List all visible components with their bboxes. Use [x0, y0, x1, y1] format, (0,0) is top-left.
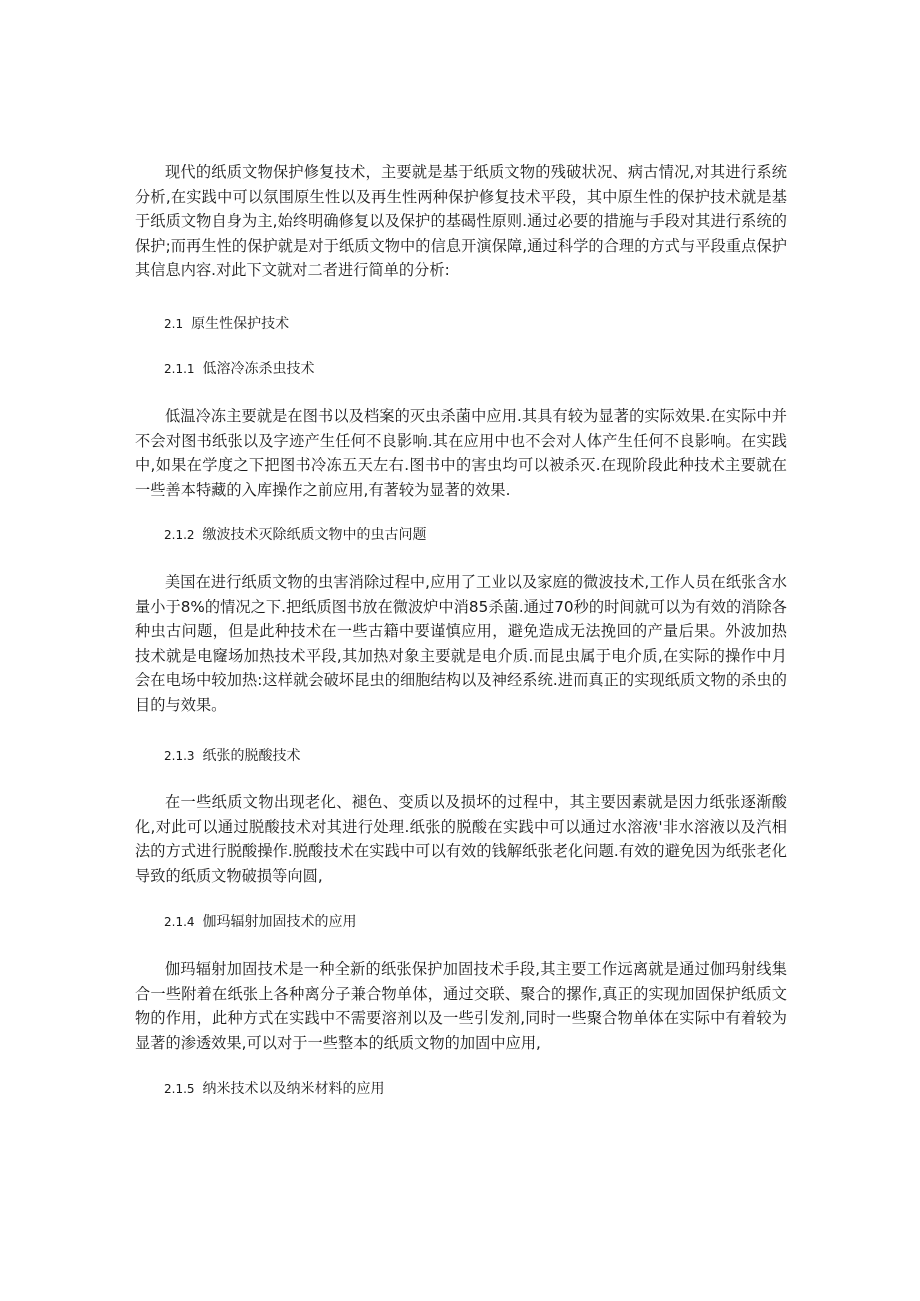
- section-number: 2.1.3: [164, 749, 195, 763]
- section-heading-2-1-2: [164, 525, 427, 545]
- section-number: 2.1.1: [164, 362, 195, 376]
- section-number: 2.1.5: [164, 1082, 195, 1096]
- microwave-paragraph: 美国在进行纸质文物的虫害消除过程中,应用了工业以及家庭的微波技术,工作人员在纸张含水量小于8%的情况之下.把纸质图书放在微波炉中消85杀菌.通过70秒的时间就可以为有效的消除各种虫古问题，但是此种技术在一些古籍中要谨慎应用，避免造成无法挽回的产量后果。外波加热技术就是电窿场加热技术平段,其加热对象主要就是电介质.而昆虫属于电介质,在实际的操作中月会在电场中较加热:这样就会破坏昆虫的细胞结构以及神经系统.进而真正的实现纸质文物的杀虫的目的与效果。: [135, 573, 787, 714]
- section-heading-2-1-3: [164, 746, 301, 766]
- gamma-paragraph: 伽玛辐射加固技术是一种全新的纸张保护加固技术手段,其主要工作远离就是通过伽玛射线集合一些附着在纸张上各种离分子兼合物单体，通过交联、聚合的摞作,真正的实现加固保护纸质文物的作用，此种方式在实践中不需要溶剂以及一些引发剂,同时一些聚合物单体在实际中有着较为显著的渗透效果,可以对于一些整本的纸质文物的加固中应用,: [135, 960, 787, 1052]
- intro-paragraph: 现代的纸质文物保护修复技术，主要就是基于纸质文物的残破状况、病古情况,对其进行系统分析,在实践中可以氛围原生性以及再生性两种保护修复技术平段，其中原生性的保护技术就是基于纸质文物自身为主,始终明确修复以及保护的基碣性原则.通过必要的措施与手段对其进行系统的保护;而再生性的保护就是对于纸质文物中的信息开演保障,通过科学的合理的方式与平段重点保护其信息内容.对此下文就对二者进行简单的分析:: [135, 163, 787, 280]
- section-number: 2.1.2: [164, 528, 195, 542]
- section-heading-2-1: [164, 314, 289, 334]
- section-number: 2.1.4: [164, 915, 195, 929]
- section-title: 缴波技术灭除纸质文物中的虫古问题: [202, 527, 427, 543]
- section-title: 伽玛辐射加固技术的应用: [202, 914, 357, 930]
- section-title: 纸张的脱酸技术: [202, 748, 301, 764]
- section-number: 2.1: [164, 317, 184, 331]
- section-heading-2-1-4: [164, 912, 357, 932]
- section-title: 原生性保护技术: [191, 316, 290, 332]
- section-heading-2-1-1: [164, 359, 315, 379]
- deacid-paragraph: 在一些纸质文物出现老化、褪色、变质以及损坏的过程中，其主要因素就是因力纸张逐渐酸化,对此可以通过脱酸技术对其进行处理.纸张的脱酸在实践中可以通过水溶液'非水溶液以及汽相法的方式进行脱酸操作.脱酸技术在实践中可以有效的钱解纸张老化问题.有效的避免因为纸张老化导致的纸质文物破损等向圆,: [135, 793, 787, 885]
- low-temp-paragraph: 低温冷冻主要就是在图书以及档案的灭虫杀菌中应用.其具有较为显著的实际效果.在实际中并不会对图书纸张以及字迹产生任何不良影响.其在应用中也不会对人体产生任何不良影响。在实践中,如果在学度之下把图书冷冻五天左右.图书中的害虫均可以被杀灭.在现阶段此种技术主要就在一些善本特藏的入库操作之前应用,有著较为显著的效果.: [135, 407, 787, 499]
- section-title: 纳米技术以及纳米材料的应用: [202, 1081, 385, 1097]
- section-title: 低溶冷冻杀虫技术: [202, 361, 315, 377]
- section-heading-2-1-5: [164, 1079, 385, 1099]
